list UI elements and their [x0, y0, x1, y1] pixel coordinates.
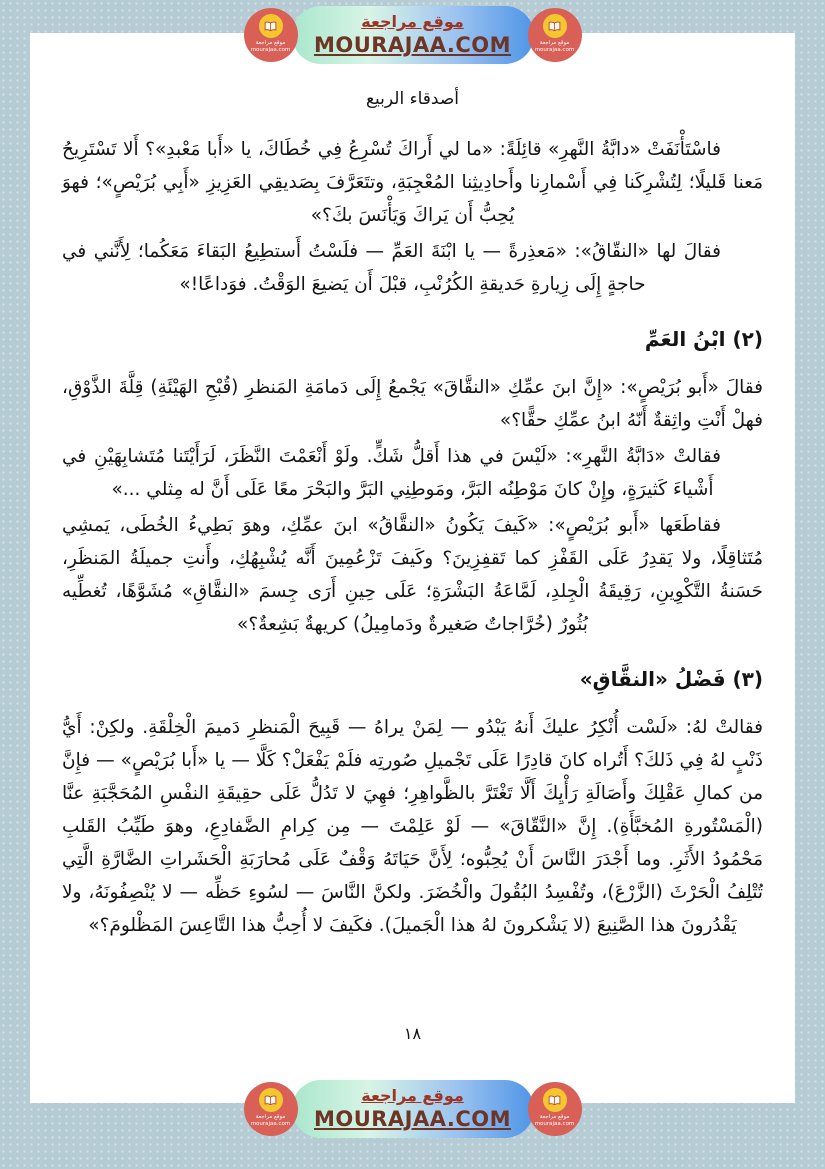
- section-heading-2: (٢) ابْنُ العَمِّ: [644, 327, 763, 351]
- logo-caption-domain: mourajaa.com: [250, 47, 291, 54]
- document-sheet: [30, 33, 795, 1103]
- logo-caption-domain: mourajaa.com: [534, 47, 575, 54]
- site-logo-right: [528, 1082, 582, 1136]
- paragraph: فقالتْ لهُ: «لَسْت أُنْكِرُ عليكَ أَنهُ يَبْدُو — لِمَنْ يراهُ — قَبِيحَ الْمَنظرِ دَميمَ الْخِلْقَةِ. ولكِنْ: أَيُّ ذَنْبٍ لهُ فِي ذَلكَ؟ أَتُراه كانَ قادِرًا عَلَى تَجْميلِ صُورتِه فلَمْ يَفْعَلْ؟ كَلَّا — يا «أَبا بُرَيْصٍ» — فإِنَّ من كمالِ عَقْلِكَ وأَصَالَةِ رَأْيِكَ أَلَّا تَغْتَرَّ بالظَّواهِرِ؛ فهِيَ لا تَدُلُّ عَلَى حقِيقَةِ النفْسِ المُحَجَّبَةِ عنَّا (الْمَسْتُورةِ المُخبَّأَةِ). إِنَّ «النَّقّاقَ» — لَوْ عَلِمْتَ — مِن كِرامِ الضَّفادِعِ، وهوَ طَيِّبُ القَلبِ مَحْمُودُ الأَثَرِ. وما أَجْدَرَ النَّاسَ أَنْ يُحِبُّوه؛ لِأَنَّ حَيَاتَهُ وَقْفٌ عَلَى مُحارَبَةِ الْحَشَراتِ الضَّارَّةِ الَّتِي تُتْلِفُ الْحَرْثَ (الزَّرْعَ)، وتُفْسِدُ البُقُولَ والْخُضَرَ. ولكنَّ النَّاسَ — لسُوءِ حَظِّه — لا يُنْصِفُونَهُ، ولا يَقْدُرونَ هذا الصَّنِيعَ (لا يَشْكرونَ لهُ هذا الْجَميلَ). فكَيفَ لا أُحِبُّ هذا التَّاعِسَ المَظْلومَ؟»: [62, 717, 763, 936]
- paragraph: فاسْتَأْنَفَتْ «دابَّةُ النَّهرِ» قائِلَةً: «ما لي أَراكَ تُسْرِعُ فِي خُطَاكَ، يا «أَبا مَعْبدِ»؟ أَلا تَسْتَرِيحُ مَعنا قَليلًا؛ لِتُشْرِكَنا فِي أَسْمارِنا وأَحادِيثِنا المُعْجِبَةِ، وتتَعَرَّفَ بِصَديقِي العَزِيزِ «أَبِي بُرَيْصٍ»؛ فهوَ يُحِبُّ أَن يَراكَ وَيَأْنَسَ بكَ؟»: [62, 139, 763, 226]
- logo-caption: [251, 1114, 291, 1128]
- site-domain-link[interactable]: MOURAJAA.COM: [313, 1106, 512, 1131]
- header-banner: [0, 6, 825, 64]
- open-book-icon: [259, 1088, 283, 1112]
- logo-caption-arabic: موقع مراجعة: [255, 1114, 286, 1120]
- logo-caption-arabic: موقع مراجعة: [255, 40, 286, 46]
- footer-banner: [0, 1080, 825, 1138]
- section-heading-3: (٣) فَضْلُ «النقَّاقِ»: [579, 667, 763, 691]
- paragraph: فقالتْ «دَابَّةُ النَّهرِ»: «لَيْسَ في هذا أَقلُّ شَكٍّ. ولَوْ أَنْعَمْتَ النَّظَرَ، لَرَأَيْتَنا مُتَشابِهَيْنِ في أَشْياءَ كَثيرَةٍ، وإِنْ كانَ مَوْطِنُه البَرَّ، ومَوطِنِي البَرَّ والبَحْرَ معًا عَلَى أَنَّ له مِثلي ...»: [62, 446, 721, 500]
- logo-caption-arabic: موقع مراجعة: [539, 40, 570, 46]
- logo-caption-domain: mourajaa.com: [534, 1121, 575, 1128]
- document-body: [62, 89, 763, 942]
- site-logo-right: [528, 8, 582, 62]
- site-name-arabic-link[interactable]: موقع مراجعة: [361, 1085, 464, 1105]
- page-number: ١٨: [403, 1024, 422, 1043]
- open-book-icon: [259, 14, 283, 38]
- paragraph: فقالَ «أَبو بُرَيْصٍ»: «إِنَّ ابنَ عمِّكِ «النقَّاقَ» يَجْمعُ إِلَى دَمامَةِ المَنظرِ (قُبْحِ الهَيْئَةِ) قِلَّةَ الذَّوْقِ، فهلْ أَنْتِ واثِقةٌ أَنّهُ ابنُ عمِّكِ حقًّا؟»: [62, 377, 763, 431]
- paragraph: فقالَ لها «النقّاقُ»: «مَعذِرةً — يا ابْنَةَ العَمِّ — فلَسْتُ أَستطِيعُ البَقاءَ مَعَكُما؛ لِأَنَّني في حاجةٍ إِلَى زِيارةِ حَديقةِ الكُرُنْبِ، قبْلَ أَن يَضيعَ الوَقْتُ. فوَداعًا!»: [62, 241, 721, 295]
- logo-caption-arabic: موقع مراجعة: [539, 1114, 570, 1120]
- site-logo-left: [244, 8, 298, 62]
- logo-caption: [535, 40, 575, 54]
- site-name-arabic-link[interactable]: موقع مراجعة: [361, 11, 464, 31]
- header-banner-pill: [292, 6, 534, 64]
- open-book-icon: [543, 1088, 567, 1112]
- site-domain-link[interactable]: MOURAJAA.COM: [313, 32, 512, 57]
- paragraph: فقاطَعَها «أَبو بُرَيْصٍ»: «كَيفَ يَكُونُ «النقَّاقُ» ابنَ عمِّكِ، وهوَ بَطِيءُ الخُطَى، يَمشِي مُتَثاقِلًا، ولا يَقدِرُ عَلَى القَفْزِ كما تَقفِزِينَ؟ وكَيفَ تَزْعُمِينَ أَنَّه يُشْبِهُكِ، وأَنتِ جميلَةُ المَنظَرِ، حَسَنةُ التَّكْوِينِ، رَقِيقَةُ الْجِلدِ، لَمَّاعَةُ البَشْرَةِ؛ عَلَى حِينِ أَرَى جِسمَ «النقَّاقِ» مُشَوَّهًا، تُغطِّيه بُثُورٌ (خُرَّاجاتٌ صَغيرةٌ ودَمامِيلُ) كريهةٌ بَشِعةٌ؟»: [62, 515, 763, 635]
- footer-banner-pill: [292, 1080, 534, 1138]
- logo-caption: [251, 40, 291, 54]
- site-logo-left: [244, 1082, 298, 1136]
- page-title: أصدقاء الربيع: [366, 89, 459, 109]
- open-book-icon: [543, 14, 567, 38]
- logo-caption: [535, 1114, 575, 1128]
- logo-caption-domain: mourajaa.com: [250, 1121, 291, 1128]
